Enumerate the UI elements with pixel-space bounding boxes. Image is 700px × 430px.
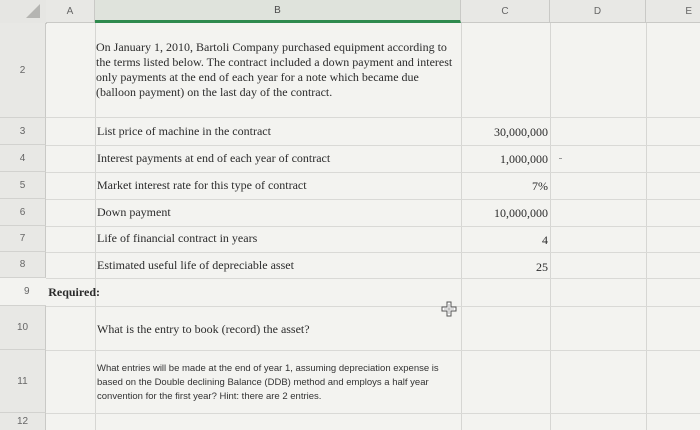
row-header-4[interactable]: 4 — [0, 145, 46, 172]
column-header-e[interactable]: E — [646, 0, 700, 23]
label-useful-life[interactable]: Estimated useful life of depreciable asset — [97, 258, 294, 272]
select-all-triangle-icon — [26, 4, 40, 18]
grid-line — [46, 413, 700, 414]
label-list-price[interactable]: List price of machine in the contract — [97, 124, 271, 138]
grid-line — [46, 252, 700, 253]
grid-line — [46, 117, 700, 118]
grid-line — [46, 306, 700, 307]
question-2[interactable]: What entries will be made at the end of year 1, assuming depreciation expense is based on the Double declining Balance (DDB) method and employs a half year convention for the first year? Hint: there are 2 entries. — [97, 363, 439, 402]
row-header-12[interactable]: 12 — [0, 413, 46, 430]
grid-line — [46, 350, 700, 351]
grid-line — [46, 172, 700, 173]
column-header-d[interactable]: D — [550, 0, 646, 23]
value-useful-life[interactable]: 25 — [536, 260, 548, 274]
row-header-8[interactable]: 8 — [0, 252, 46, 278]
column-header-c[interactable]: C — [461, 0, 550, 23]
row-header-3[interactable]: 3 — [0, 118, 46, 145]
grid-line — [46, 226, 700, 227]
column-header-b[interactable]: B — [95, 0, 461, 23]
row-header-9[interactable]: 9 — [0, 278, 46, 306]
select-all-corner[interactable] — [0, 0, 47, 24]
row-header-10[interactable]: 10 — [0, 306, 46, 350]
cross-cursor-icon — [441, 301, 457, 317]
label-contract-life[interactable]: Life of financial contract in years — [97, 231, 258, 245]
grid-line — [46, 278, 700, 279]
value-contract-life[interactable]: 4 — [542, 233, 548, 247]
dash-mark — [559, 158, 562, 159]
label-interest-payments[interactable]: Interest payments at end of each year of contract — [97, 151, 331, 165]
grid-line — [46, 199, 700, 200]
value-market-rate[interactable]: 7% — [532, 179, 548, 193]
value-interest-payments[interactable]: 1,000,000 — [500, 152, 548, 166]
value-list-price[interactable]: 30,000,000 — [494, 125, 548, 139]
required-label[interactable]: Required: — [48, 285, 100, 299]
row-header-2[interactable]: 2 — [0, 23, 46, 118]
label-market-rate[interactable]: Market interest rate for this type of contract — [97, 178, 307, 192]
question-1[interactable]: What is the entry to book (record) the asset? — [97, 322, 310, 336]
value-down-payment[interactable]: 10,000,000 — [494, 206, 548, 220]
row-header-11[interactable]: 11 — [0, 350, 46, 413]
row-header-5[interactable]: 5 — [0, 172, 46, 199]
label-down-payment[interactable]: Down payment — [97, 205, 171, 219]
row-header-6[interactable]: 6 — [0, 199, 46, 226]
grid-line — [46, 145, 700, 146]
column-header-a[interactable]: A — [46, 0, 95, 23]
intro-paragraph[interactable]: On January 1, 2010, Bartoli Company purchased equipment according to the terms listed below. The contract included a down payment and interest only payments at the end of each year for a note which became due (balloon payment) on the last day of the contract. — [96, 40, 453, 99]
row-header-7[interactable]: 7 — [0, 226, 46, 252]
